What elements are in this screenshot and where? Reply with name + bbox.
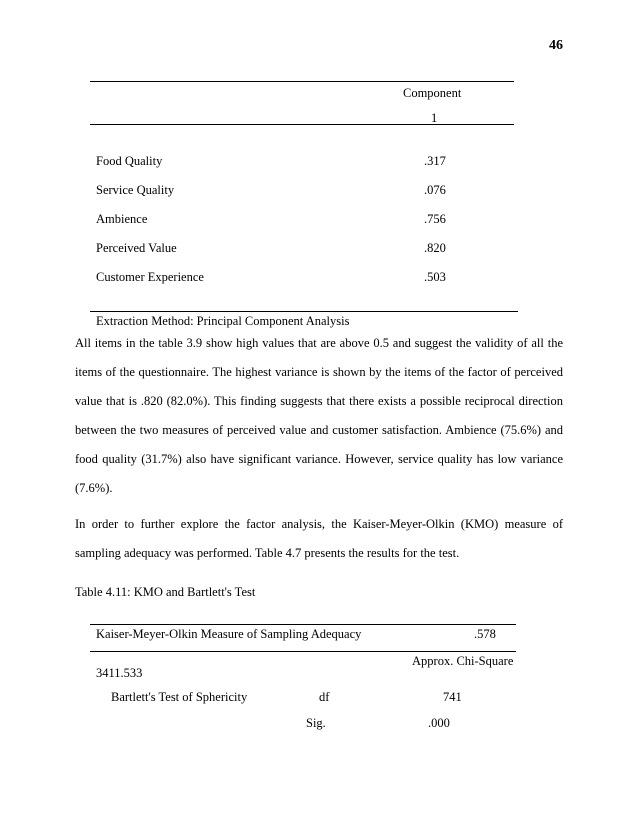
paragraph-line: food quality (31.7%) also have significant variance. However, service quality has low variance xyxy=(75,452,563,466)
paragraph-line: items of the questionnaire. The highest variance is shown by the items of the factor of perceived xyxy=(75,365,563,379)
chi-square-label: Approx. Chi-Square xyxy=(412,654,514,668)
row-label: Customer Experience xyxy=(96,270,204,284)
row-label: Ambience xyxy=(96,212,148,226)
bartlett-label: Bartlett's Test of Sphericity xyxy=(111,690,248,704)
paragraph-line: In order to further explore the factor analysis, the Kaiser-Meyer-Olkin (KMO) measure of xyxy=(75,517,563,531)
sig-value: .000 xyxy=(428,716,450,730)
paragraph-line: All items in the table 3.9 show high values that are above 0.5 and suggest the validity of all the xyxy=(75,336,563,350)
row-label: Food Quality xyxy=(96,154,163,168)
row-value: .820 xyxy=(424,241,446,255)
table-top-rule xyxy=(90,81,514,82)
row-value: .756 xyxy=(424,212,446,226)
page-number: 46 xyxy=(549,38,563,53)
paragraph-1 xyxy=(75,329,563,503)
table-header-rule xyxy=(90,124,514,125)
sig-label: Sig. xyxy=(306,716,326,730)
paragraph-line: between the two measures of perceived value and customer satisfaction. Ambience (75.6%) and xyxy=(75,423,563,437)
row-value: .317 xyxy=(424,154,446,168)
kmo-top-rule xyxy=(90,624,516,625)
table-bottom-rule xyxy=(90,311,518,312)
df-value: 741 xyxy=(443,690,462,704)
row-label: Perceived Value xyxy=(96,241,177,255)
paragraph-line: (7.6%). xyxy=(75,481,113,495)
df-label: df xyxy=(319,690,330,704)
row-value: .503 xyxy=(424,270,446,284)
row-value: .076 xyxy=(424,183,446,197)
table-footnote: Extraction Method: Principal Component Analysis xyxy=(96,314,350,328)
chi-square-value: 3411.533 xyxy=(96,666,143,680)
paragraph-2 xyxy=(75,510,563,568)
component-header: Component xyxy=(403,86,462,100)
kmo-label: Kaiser-Meyer-Olkin Measure of Sampling Adequacy xyxy=(96,627,362,641)
row-label: Service Quality xyxy=(96,183,175,197)
kmo-mid-rule xyxy=(90,651,516,652)
paragraph-line: value that is .820 (82.0%). This finding suggests that there exists a possible reciprocal direction xyxy=(75,394,563,408)
component-subheader: 1 xyxy=(431,111,438,125)
paragraph-line: sampling adequacy was performed. Table 4.7 presents the results for the test. xyxy=(75,546,460,560)
table-caption: Table 4.11: KMO and Bartlett's Test xyxy=(75,585,256,599)
kmo-value: .578 xyxy=(474,627,496,641)
